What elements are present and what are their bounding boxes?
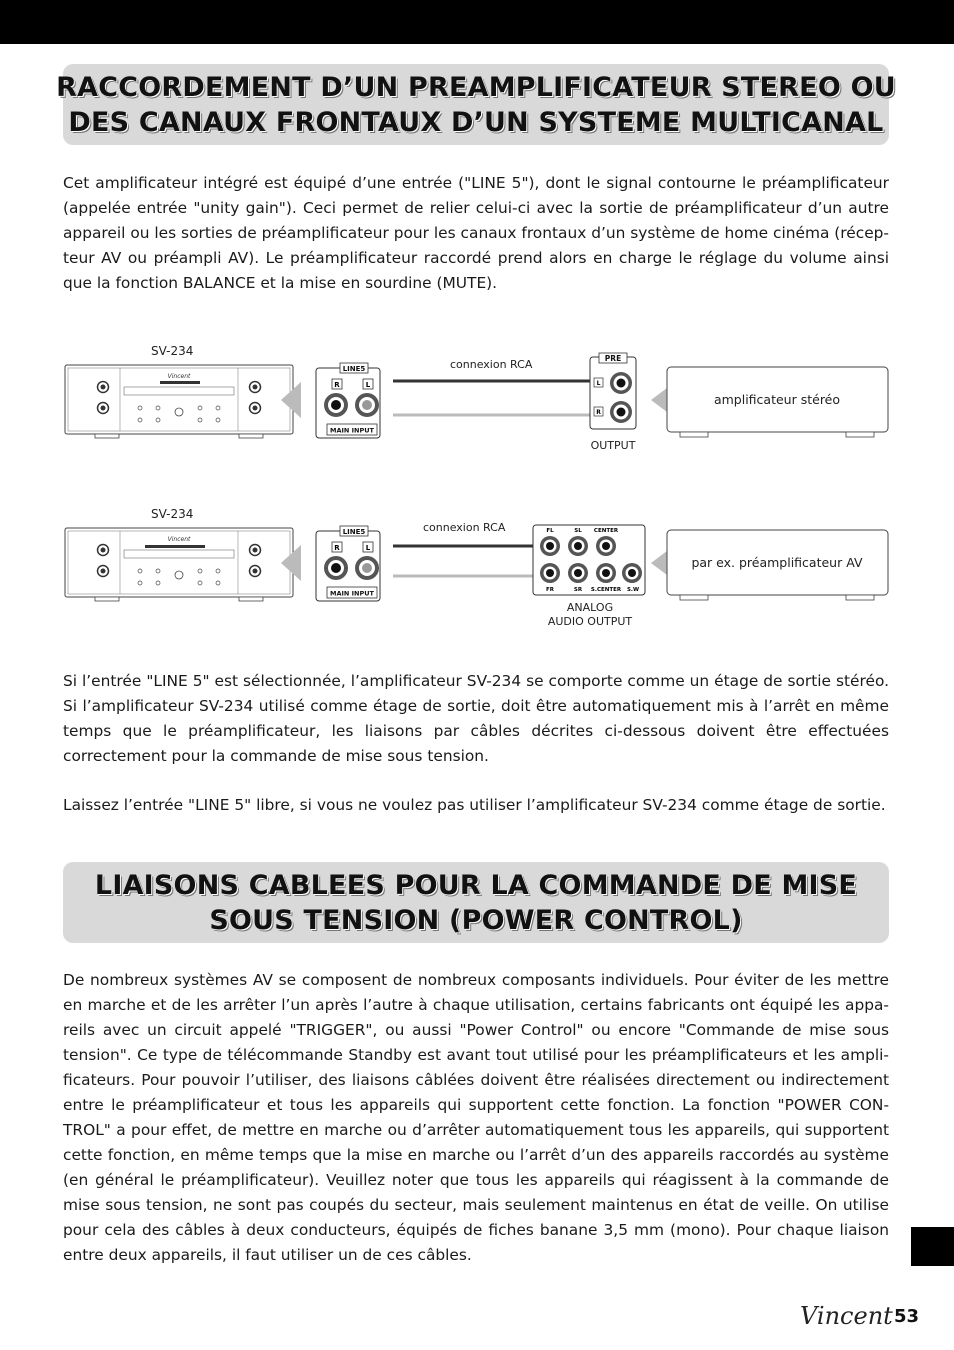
row2-av-preamp-box xyxy=(667,530,888,600)
row2-line5-label: LINE5 xyxy=(342,528,366,536)
row1-pre-r-label: R xyxy=(596,409,601,416)
row1-device-label: SV-234 xyxy=(151,344,194,358)
row2-av-preamp-label: par ex. préamplificateur AV xyxy=(691,555,863,570)
row2-main-input-label: MAIN INPUT xyxy=(330,589,374,598)
row1-main-input-label: MAIN INPUT xyxy=(330,426,374,435)
top-black-bar xyxy=(0,0,954,44)
row2-l-label: L xyxy=(365,544,371,552)
row2-device-label: SV-234 xyxy=(151,507,194,521)
row2-sv234-front-panel xyxy=(65,528,293,601)
row2-line5-input-panel xyxy=(316,526,380,601)
connection-diagram xyxy=(0,330,954,640)
section1-para2: Si l’entrée "LINE 5" est sélectionnée, l’amplificateur SV-234 se comporte comme un étage de sortie stéréo. Si l’amplificateur SV-234 utilisé comme étage de sortie, doit être automatiquement mis à l’arrêt en même temps que le préamplificateur, les liaisons par câbles décrites ci-dessous doivent être effectuées correctement pour la commande de mise sous tension. xyxy=(63,672,889,765)
row1-output-label: OUTPUT xyxy=(590,439,636,452)
footer-brand-logo: Vincent xyxy=(800,1302,893,1330)
row2-ch-sw: S.W xyxy=(626,587,640,593)
row2-ch-center: CENTER xyxy=(593,528,619,534)
section1-intro: Cet amplificateur intégré est équipé d’une entrée ("LINE 5"), dont le signal contourne le préamplificateur (appelée entrée "unity gain"). Ceci permet de relier celui-ci avec la sortie de préamplificateur d’un autre appareil ou les sorties de préamplificateur pour les canaux frontaux d’un système de home cinéma (récep-teur AV ou préampli AV). Le préamplificateur raccordé prend alors en charge le réglage du volume ainsi que la fonction BALANCE et la mise en sourdine (MUTE). xyxy=(63,174,889,292)
row1-pre-output-panel xyxy=(590,353,636,429)
section2-heading xyxy=(63,862,889,943)
row1-line5-label: LINE5 xyxy=(342,365,366,373)
row1-stereo-amp-box xyxy=(667,367,888,437)
section1-para3: Laissez l’entrée "LINE 5" libre, si vous ne voulez pas utiliser l’amplificateur SV-234 comme étage de sortie. xyxy=(63,796,886,814)
page-edge-tab xyxy=(911,1227,954,1266)
section1-title-line2: DES CANAUX FRONTAUX D’UN SYSTEME MULTICANAL xyxy=(68,106,884,138)
row1-r-label: R xyxy=(334,381,340,389)
row1-panel-brand: Vincent xyxy=(167,373,191,380)
row1-line5-input-panel xyxy=(316,363,380,438)
section2-body: De nombreux systèmes AV se composent de nombreux composants individuels. Pour éviter de les mettre en marche et de les arrêter l’un après l’autre à chaque utilisation, certains fabricants ont équipé les appa-reils avec un circuit appelé "TRIGGER", ou aussi "Power Control" ou encore "Commande de mise sous tension". Ce type de télécommande Standby est avant tout utilisé pour les préamplificateurs et les ampli-ficateurs. Pour pouvoir l’utiliser, des liaisons câblées doivent être réalisées directement ou indirectement entre le préamplificateur et tous les appareils qui supportent cette fonction. La fonction "POWER CON-TROL" a pour effet, de mettre en marche ou d’arrêter automatiquement tous les appareils, qui supportent cette fonction, en même temps que la mise en marche ou l’arrêt d’un des appareils raccordés au système (en général le préamplificateur). Veuillez noter que tous les appareils qui réagissent à la commande de mise sous tension, ne sont pas coupés du secteur, mais seulement maintenus en état de veille. On utilise pour cela des câbles à deux conducteurs, équipés de fiches banane 3,5 mm (mono). Pour chaque liaison entre deux appareils, il faut utiliser un de ces câbles. xyxy=(63,971,889,1264)
row1-pre-l-label: L xyxy=(596,380,601,387)
section1-title-line1: RACCORDEMENT D’UN PREAMPLIFICATEUR STEREO OU xyxy=(56,71,896,103)
row2-cable-label: connexion RCA xyxy=(423,521,506,534)
row2-r-label: R xyxy=(334,544,340,552)
row1-l-label: L xyxy=(365,381,371,389)
row1-sv234-front-panel xyxy=(65,365,293,438)
row2-analog-label-line1: ANALOG xyxy=(566,601,614,614)
row2-analog-label-line2: AUDIO OUTPUT xyxy=(547,615,633,628)
row2-ch-sr: SR xyxy=(573,587,583,593)
section2-title-line2: SOUS TENSION (POWER CONTROL) xyxy=(209,904,743,936)
row2-ch-scenter: S.CENTER xyxy=(590,587,622,593)
row2-ch-fl: FL xyxy=(546,528,554,534)
row2-ch-fr: FR xyxy=(546,587,554,593)
row1-pre-label: PRE xyxy=(604,354,622,363)
section2-title-line1: LIAISONS CABLEES POUR LA COMMANDE DE MISE xyxy=(94,869,858,901)
section1-heading xyxy=(56,64,896,145)
row2-analog-output-panel xyxy=(533,525,645,595)
row1-stereo-amp-label: amplificateur stéréo xyxy=(713,392,841,407)
row2-ch-sl: SL xyxy=(574,528,582,534)
row1-cable-label: connexion RCA xyxy=(450,358,533,371)
row2-panel-brand: Vincent xyxy=(167,536,191,543)
page-number: 53 xyxy=(894,1306,920,1327)
